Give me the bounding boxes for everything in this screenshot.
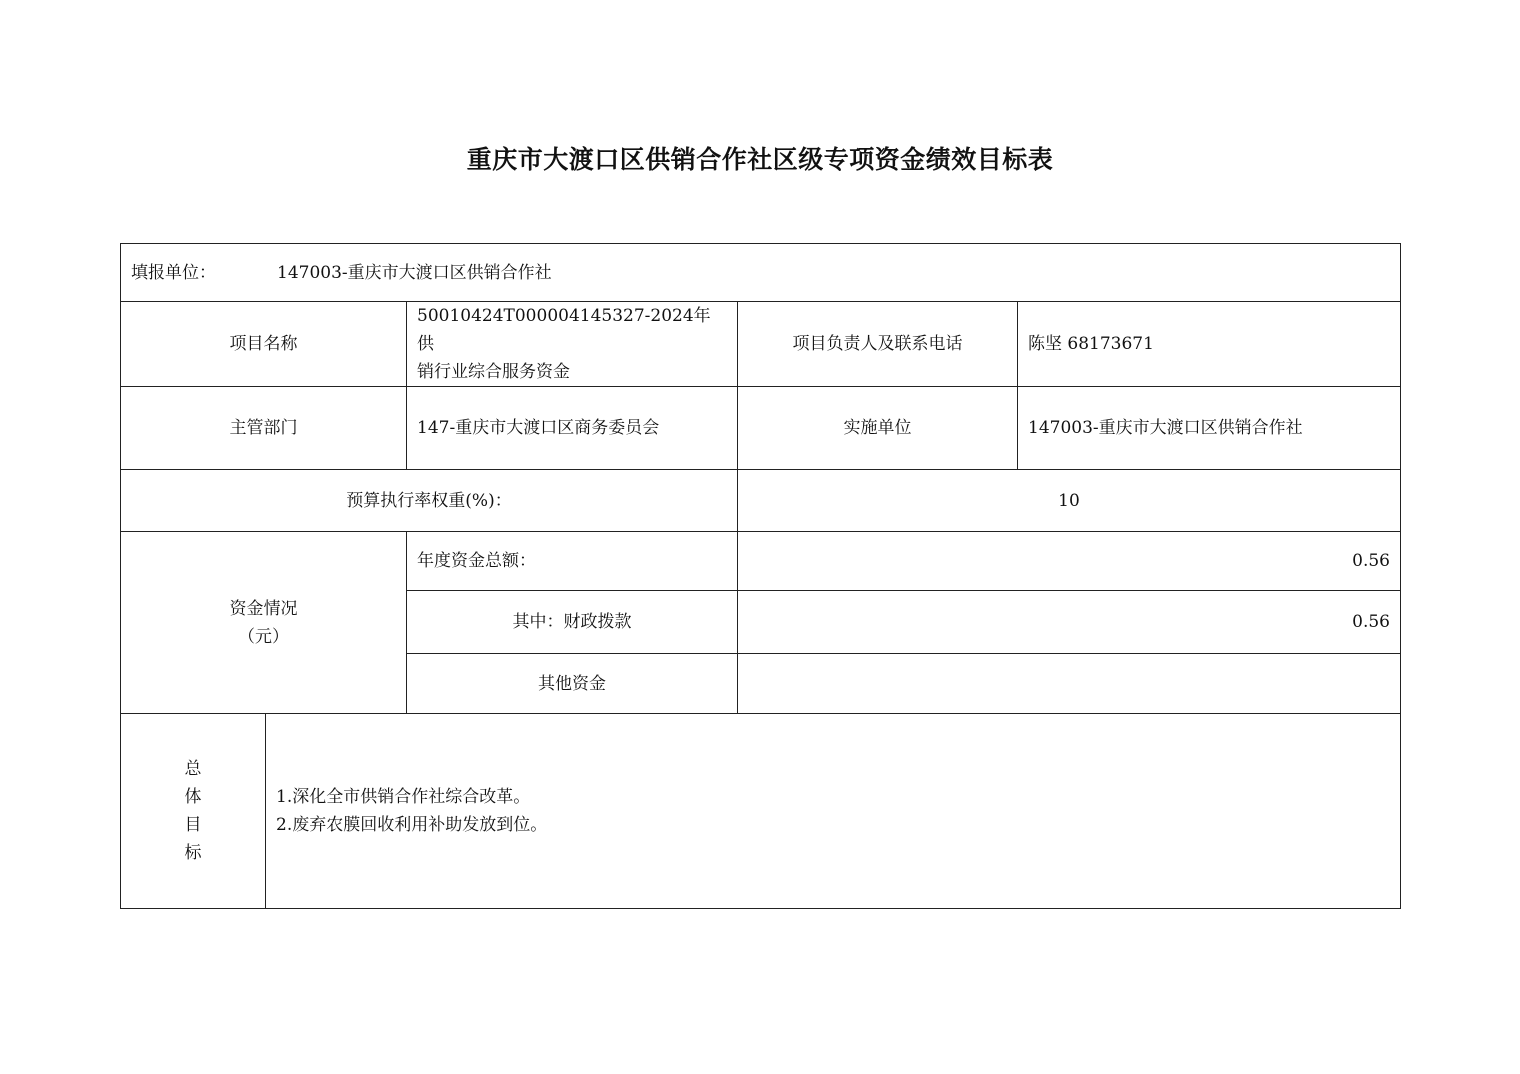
department-row xyxy=(121,387,1401,470)
project-row xyxy=(121,302,1401,387)
goal-label-char: 目 xyxy=(184,815,202,835)
reporting-unit-label: 填报单位： xyxy=(131,262,216,283)
performance-goal-table xyxy=(120,243,1401,909)
implementing-unit-value: 147003-重庆市大渡口区供销合作社 xyxy=(1018,387,1401,470)
project-name-value xyxy=(407,302,738,387)
budget-weight-label: 预算执行率权重(%)： xyxy=(121,470,738,532)
funds-label xyxy=(121,532,407,714)
budget-weight-value: 10 xyxy=(738,470,1401,532)
project-name-label: 项目名称 xyxy=(121,302,407,387)
project-name-line: 销行业综合服务资金 xyxy=(417,362,570,382)
fiscal-funds-value: 0.56 xyxy=(738,591,1401,654)
goal-label-char: 总 xyxy=(184,759,202,779)
department-label: 主管部门 xyxy=(121,387,407,470)
funds-label-line: 资金情况 xyxy=(229,598,298,619)
overall-goal-content xyxy=(266,714,1401,909)
overall-goal-row xyxy=(121,714,1401,909)
reporting-unit-value: 147003-重庆市大渡口区供销合作社 xyxy=(277,262,552,283)
project-manager-label: 项目负责人及联系电话 xyxy=(738,302,1018,387)
project-manager-value: 陈坚 68173671 xyxy=(1018,302,1401,387)
annual-funds-label: 年度资金总额： xyxy=(407,532,738,591)
goal-line: 1.深化全市供销合作社综合改革。 xyxy=(276,787,531,807)
overall-goal-label xyxy=(121,714,266,909)
other-funds-label: 其他资金 xyxy=(407,654,738,714)
annual-funds-row xyxy=(121,532,1401,591)
other-funds-value xyxy=(738,654,1401,714)
funds-label-line: （元） xyxy=(238,626,289,647)
annual-funds-value: 0.56 xyxy=(738,532,1401,591)
goal-label-char: 体 xyxy=(184,787,202,807)
fiscal-funds-label: 其中：财政拨款 xyxy=(407,591,738,654)
implementing-unit-label: 实施单位 xyxy=(738,387,1018,470)
page-title: 重庆市大渡口区供销合作社区级专项资金绩效目标表 xyxy=(466,145,1054,174)
project-name-line: 50010424T000004145327-2024年供 xyxy=(417,306,711,354)
goal-line: 2.废弃农膜回收利用补助发放到位。 xyxy=(276,815,548,835)
budget-weight-row xyxy=(121,470,1401,532)
goal-label-char: 标 xyxy=(184,843,202,863)
department-value: 147-重庆市大渡口区商务委员会 xyxy=(407,387,738,470)
reporting-unit-row xyxy=(121,244,1401,302)
